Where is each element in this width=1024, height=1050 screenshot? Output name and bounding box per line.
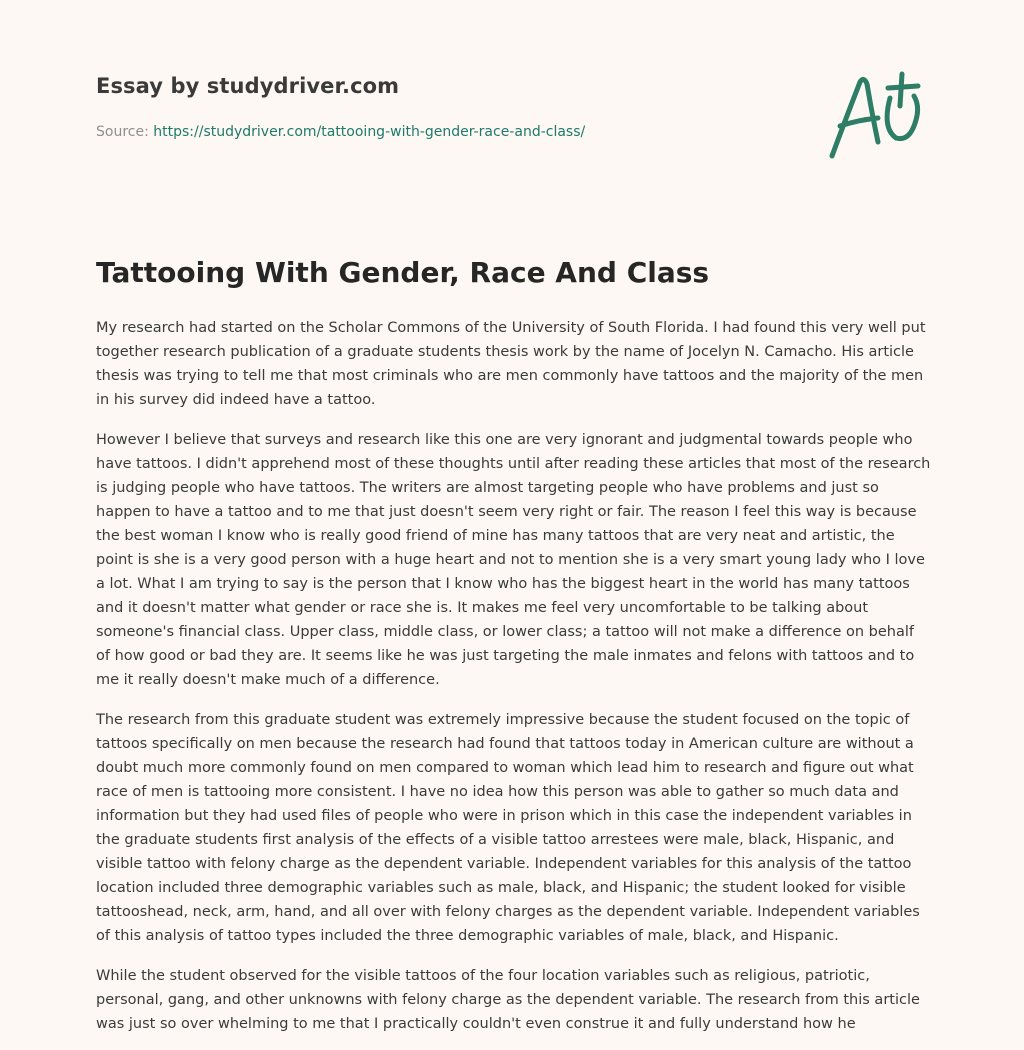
essay-paragraph: The research from this graduate student was extremely impressive because the student focused on the topic of tattoos specifically on men because the research had found that tattoos today in American culture are without a doubt much more commonly found on men compared to woman which lead him to research and figure out what race of men is tattooing more consistent. I have no idea how this person was able to gather so much data and information but they had used files of people who were in prison which in this case the independent variables in the graduate students first analysis of the effects of a visible tattoo arrestees were male, black, Hispanic, and visible tattoo with felony charge as the dependent variable. Independent variables for this analysis of the tattoo location included three demographic variables such as male, black, and Hispanic; the student looked for visible tattooshead, neck, arm, hand, and all over with felony charges as the dependent variable. Independent variables of this analysis of tattoo types included the three demographic variables of male, black, and Hispanic.	[96, 712, 920, 944]
source-link[interactable]: https://studydriver.com/tattooing-with-gender-race-and-class/	[153, 124, 586, 140]
essay-title: Tattooing With Gender, Race And Class	[96, 256, 710, 289]
header	[96, 74, 928, 174]
source-label: Source:	[96, 124, 154, 140]
essay-body	[96, 316, 932, 1050]
essay-paragraph: While the student observed for the visible tattoos of the four location variables such as religious, patriotic, personal, gang, and other unknowns with felony charge as the dependent variable. The research from this article was just so over whelming to me that I practically couldn't even construe it and fully understand how he	[96, 968, 920, 1032]
logo-plus-horizontal	[888, 86, 918, 88]
a-plus-logo-icon	[818, 68, 928, 168]
logo-plus-vertical	[900, 74, 902, 106]
essay-paragraph: My research had started on the Scholar Commons of the University of South Florida. I had found this very well put together research publication of a graduate students thesis work by the name of Jocelyn N. Camacho. His article thesis was trying to tell me that most criminals who are men commonly have tattoos and the majority of the men in his survey did indeed have a tattoo.	[96, 320, 926, 408]
essay-paragraph: However I believe that surveys and research like this one are very ignorant and judgmental towards people who have tattoos. I didn't apprehend most of these thoughts until after reading these articles that most of the research is judging people who have tattoos. The writers are almost targeting people who have problems and just so happen to have a tattoo and to me that just doesn't seem very right or fair. The reason I feel this way is because the best woman I know who is really good friend of mine has many tattoos that are very neat and artistic, the point is she is a very good person with a huge heart and not to mention she is a very smart young lady who I love a lot. What I am trying to say is the person that I know who has the biggest heart in the world has many tattoos and it doesn't matter what gender or race she is. It makes me feel very uncomfortable to be talking about someone's financial class. Upper class, middle class, or lower class; a tattoo will not make a difference on behalf of how good or bad they are. It seems like he was just targeting the male inmates and felons with tattoos and to me it really doesn't make much of a difference.	[96, 432, 931, 688]
source-line	[96, 124, 585, 140]
site-title: Essay by studydriver.com	[96, 74, 400, 98]
